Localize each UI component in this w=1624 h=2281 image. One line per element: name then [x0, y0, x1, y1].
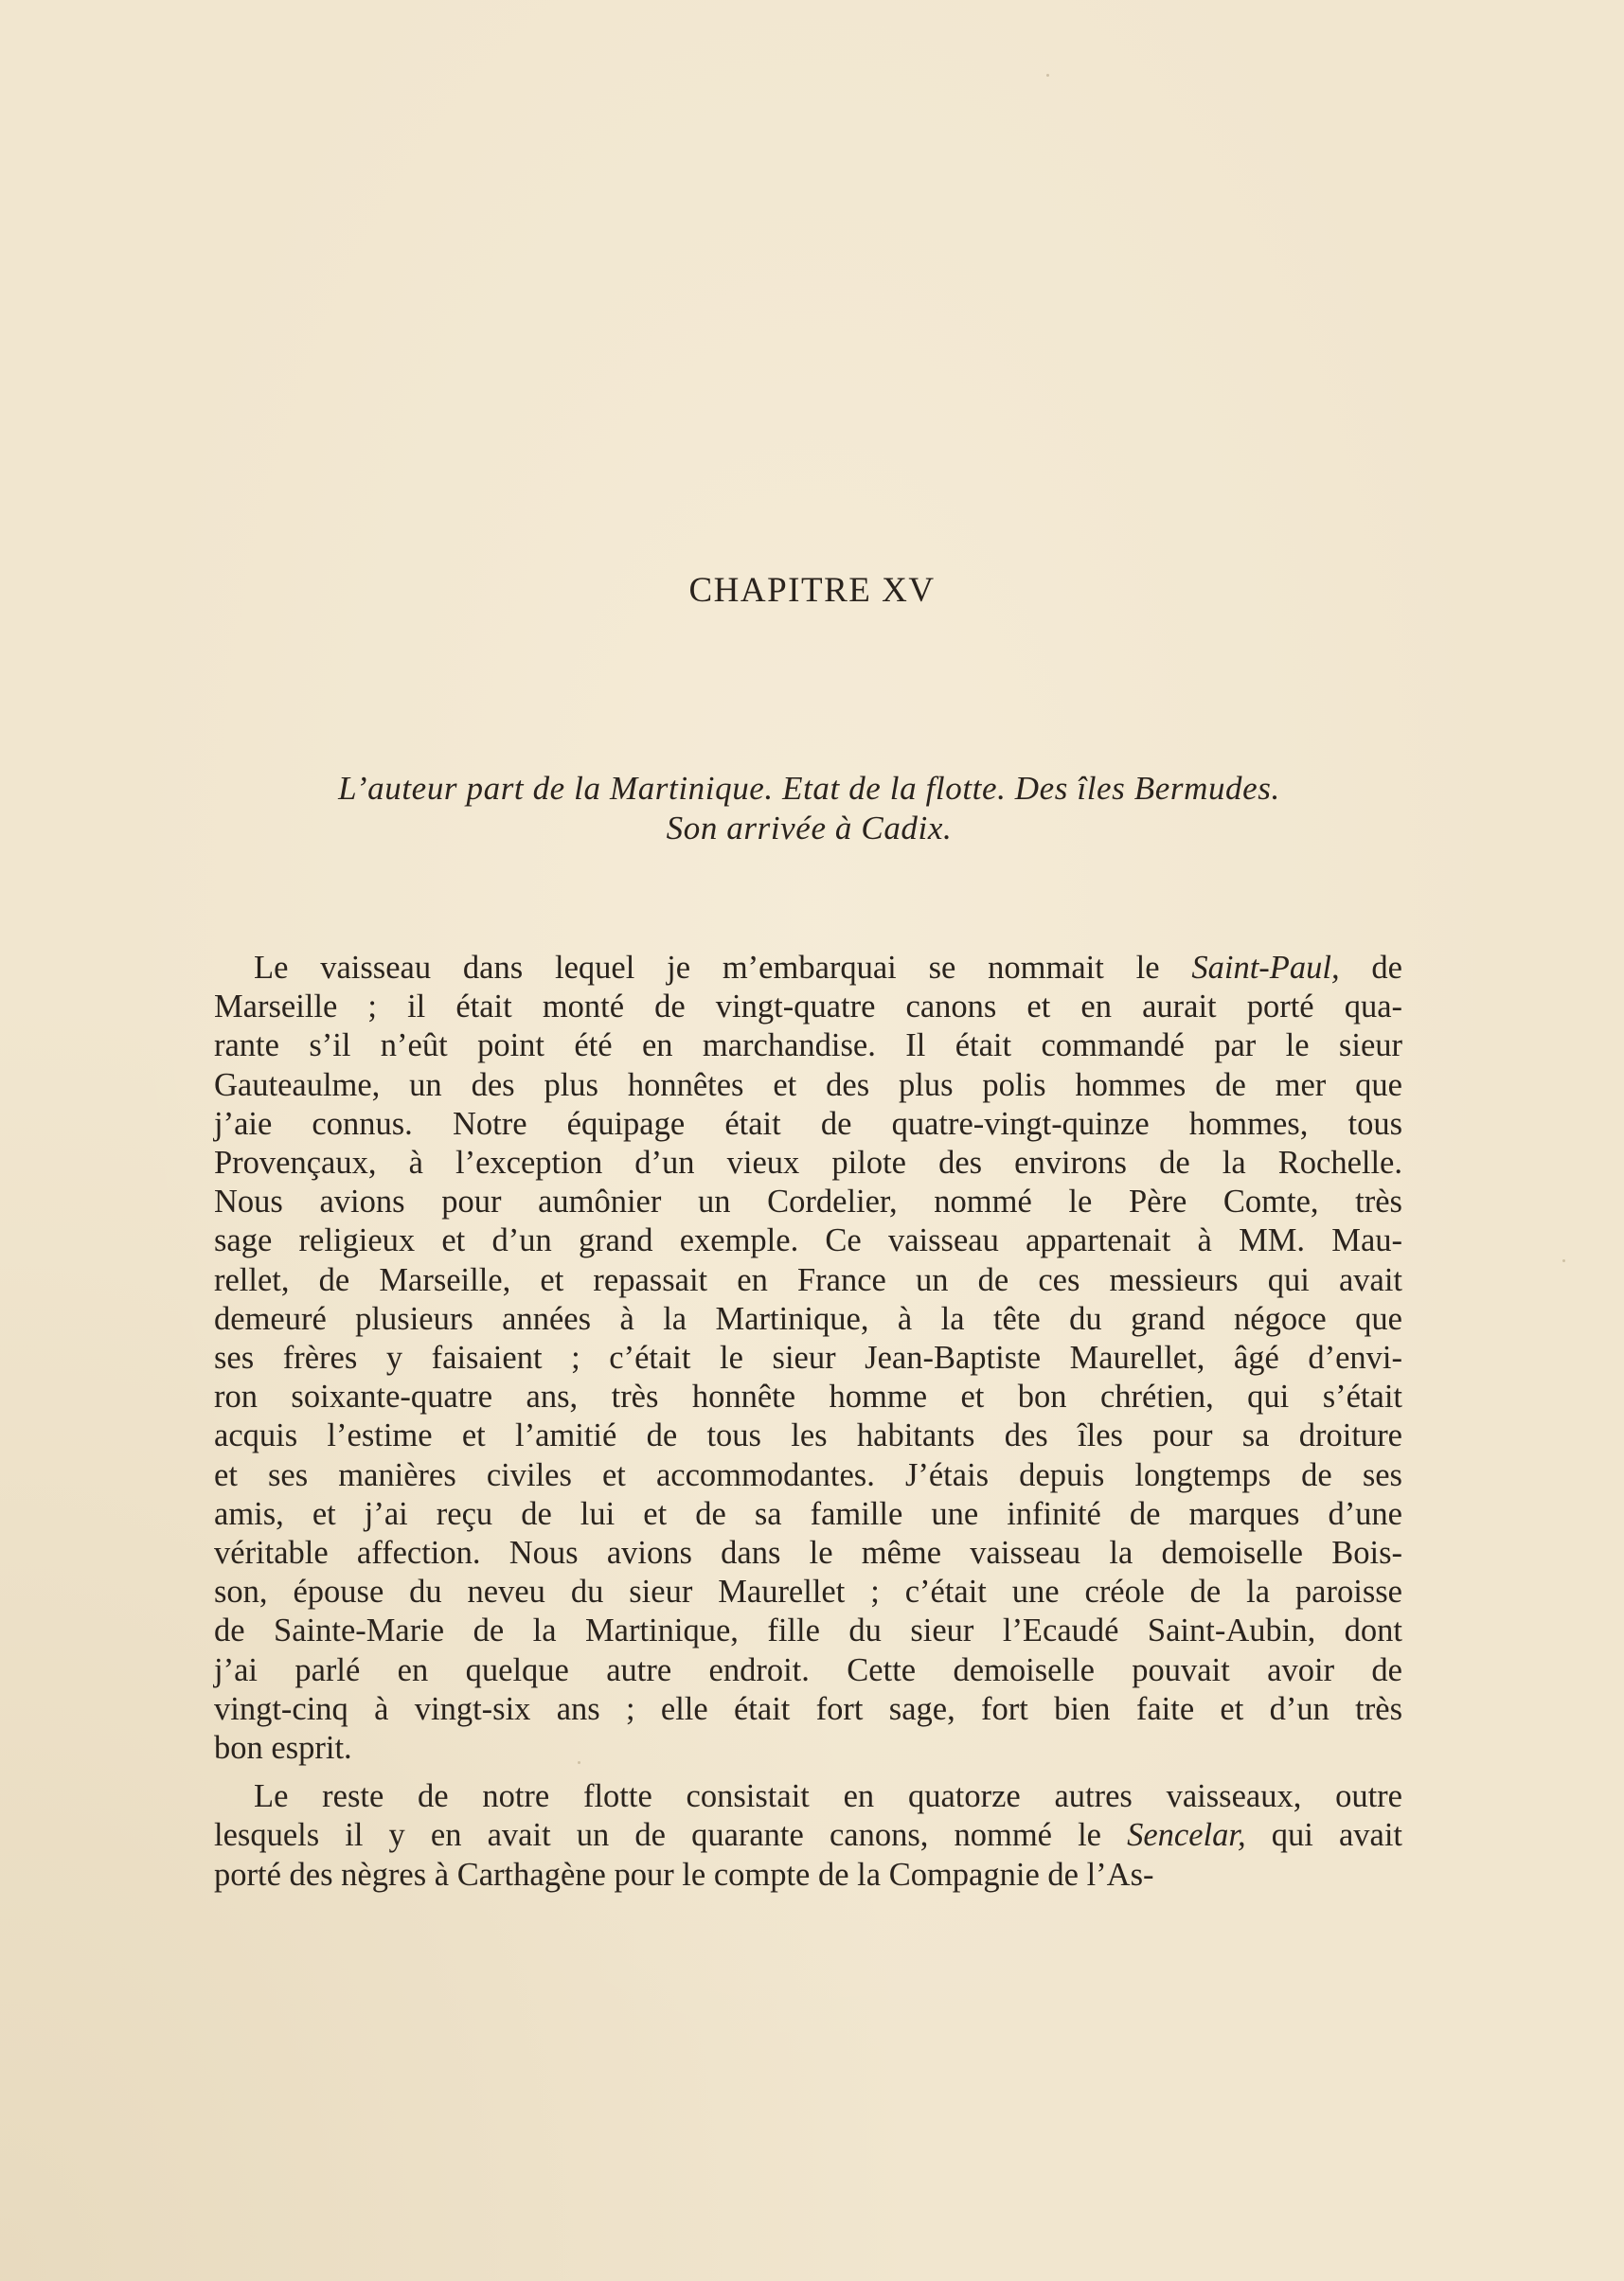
- chapter-title: CHAPITRE XV: [688, 571, 936, 610]
- text-line: Marseille ; il était monté de vingt-quatre canons et en aurait porté qua-: [214, 989, 1402, 1025]
- text-line: sage religieux et d’un grand exemple. Ce vaisseau appartenait à MM. Mau-: [214, 1222, 1402, 1259]
- body-text: [214, 949, 1402, 1904]
- paper-speck: [1046, 74, 1049, 77]
- summary-line-1: L’auteur part de la Martinique. Etat de la flotte. Des îles Bermudes.: [338, 770, 1280, 807]
- paper-speck: [578, 1761, 580, 1764]
- summary-line-2: Son arrivée à Cadix.: [666, 810, 953, 846]
- text-line: de Sainte-Marie de la Martinique, fille du sieur l’Ecaudé Saint-Aubin, dont: [214, 1613, 1402, 1649]
- text-line: ron soixante-quatre ans, très honnête homme et bon chrétien, qui s’était: [214, 1379, 1402, 1416]
- text-line: lesquels il y en avait un de quarante canons, nommé le Sencelar, qui avait: [214, 1817, 1402, 1854]
- text-line: et ses manières civiles et accommodantes. J’étais depuis longtemps de ses: [214, 1456, 1402, 1493]
- chapter-summary: [215, 769, 1403, 848]
- text-line: ses frères y faisaient ; c’était le sieur Jean-Baptiste Maurellet, âgé d’envi-: [214, 1340, 1402, 1377]
- text-line: rellet, de Marseille, et repassait en France un de ces messieurs qui avait: [214, 1261, 1402, 1298]
- text-line: Le reste de notre flotte consistait en quatorze autres vaisseaux, outre: [254, 1778, 1402, 1815]
- text-line: bon esprit.: [214, 1730, 352, 1767]
- text-line: véritable affection. Nous avions dans le même vaisseau la demoiselle Bois-: [214, 1535, 1402, 1572]
- text-line: porté des nègres à Carthagène pour le compte de la Compagnie de l’As-: [214, 1856, 1154, 1893]
- text-line: Provençaux, à l’exception d’un vieux pilote des environs de la Rochelle.: [214, 1145, 1402, 1182]
- text-line: demeuré plusieurs années à la Martinique, à la tête du grand négoce que: [214, 1300, 1402, 1337]
- text-line: Gauteaulme, un des plus honnêtes et des plus polis hommes de mer que: [214, 1066, 1402, 1103]
- paragraph-1: [214, 949, 1402, 1768]
- text-line: Nous avions pour aumônier un Cordelier, nommé le Père Comte, très: [214, 1184, 1402, 1221]
- text-line: j’ai parlé en quelque autre endroit. Cette demoiselle pouvait avoir de: [214, 1651, 1402, 1688]
- text-line: amis, et j’ai reçu de lui et de sa famille une infinité de marques d’une: [214, 1495, 1402, 1532]
- text-line: j’aie connus. Notre équipage était de quatre-vingt-quinze hommes, tous: [214, 1105, 1402, 1142]
- text-line: son, épouse du neveu du sieur Maurellet ; c’était une créole de la paroisse: [214, 1574, 1402, 1611]
- text-line: Le vaisseau dans lequel je m’embarquai se nommait le Saint-Paul, de: [254, 950, 1402, 986]
- text-line: vingt-cinq à vingt-six ans ; elle était fort sage, fort bien faite et d’un très: [214, 1690, 1402, 1727]
- text-line: acquis l’estime et l’amitié de tous les habitants des îles pour sa droiture: [214, 1417, 1402, 1454]
- paper-speck: [1562, 1259, 1565, 1262]
- text-line: rante s’il n’eût point été en marchandise. Il était commandé par le sieur: [214, 1027, 1402, 1064]
- paragraph-2: [214, 1777, 1402, 1895]
